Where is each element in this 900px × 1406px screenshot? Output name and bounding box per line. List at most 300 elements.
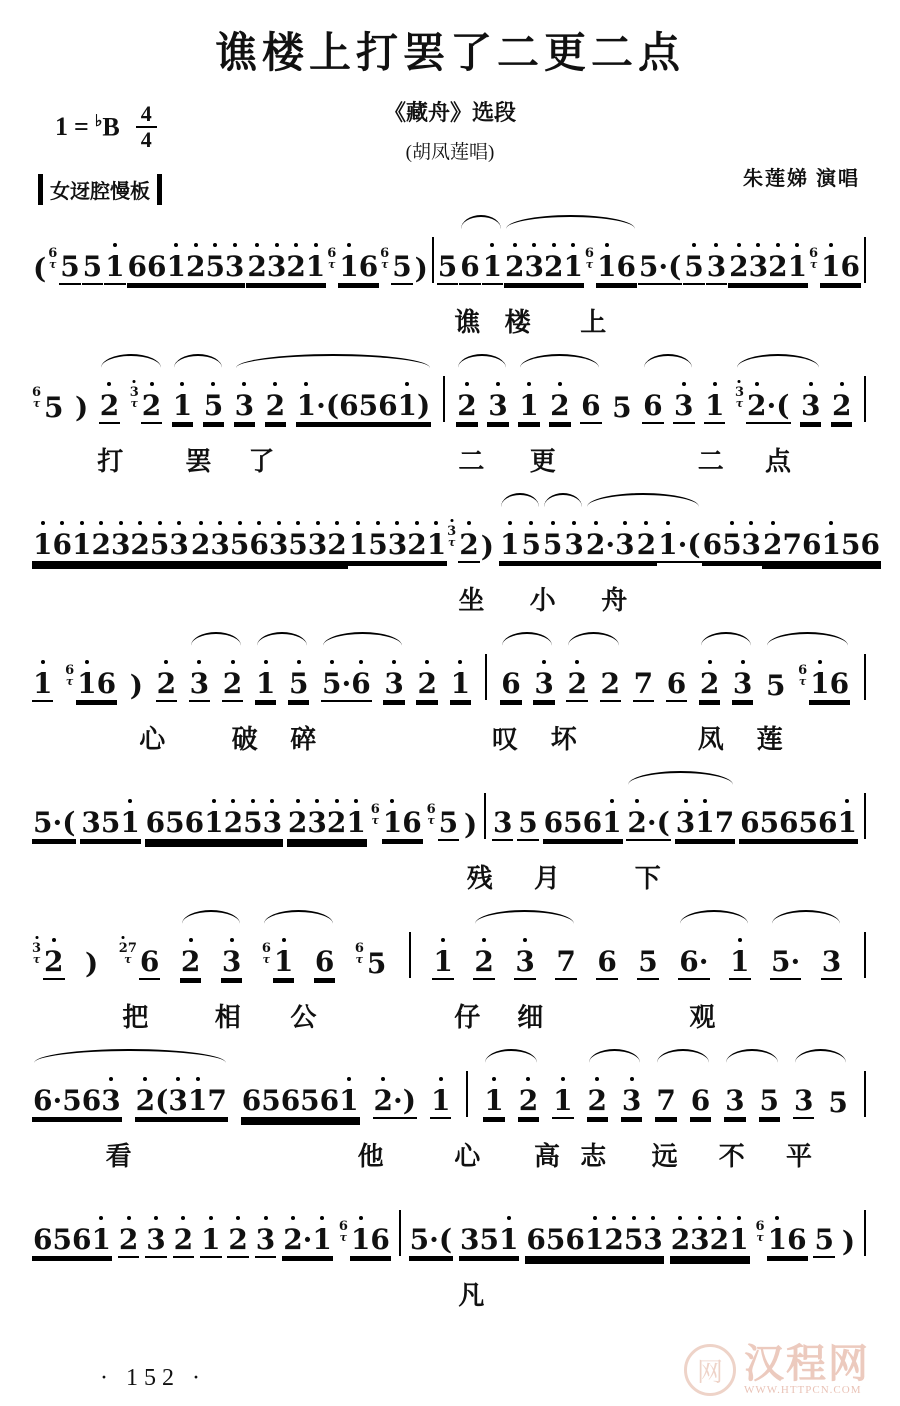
note-token: [80, 806, 140, 841]
note-token: [189, 667, 210, 702]
note-digit: ): [480, 530, 494, 563]
note-digit: 3: [621, 1084, 642, 1117]
note-digit: 2: [99, 389, 120, 422]
lyric-char: 不: [718, 1142, 745, 1171]
note-digit: 2: [265, 389, 286, 422]
lyric-char: 看: [105, 1142, 132, 1171]
note-token: [437, 250, 458, 285]
note-digit: 3: [741, 528, 762, 561]
note-token: [416, 667, 437, 702]
note-digit: 5: [518, 806, 538, 839]
note-digit: 1: [91, 1223, 111, 1256]
note-token: [482, 250, 503, 285]
note-token: [831, 389, 852, 424]
note-digit: 1: [346, 806, 366, 839]
note-digit: 5: [392, 250, 412, 283]
note-token: [517, 806, 538, 841]
note-digit: ·: [677, 528, 688, 561]
slur-arc: [795, 1049, 846, 1063]
note-digit: 6: [280, 1084, 301, 1117]
note-token: [762, 528, 881, 563]
note-digit: 6: [261, 941, 271, 956]
note-digit: 1: [426, 528, 447, 561]
note-digit: 7: [782, 528, 802, 561]
note-token: [739, 806, 858, 841]
lyric-char: 碎: [290, 725, 317, 754]
note-digit: 3: [515, 945, 535, 978]
note-digit: 2: [544, 250, 564, 283]
note-digit: 2: [373, 1084, 394, 1117]
note-token: [678, 945, 709, 980]
note-digit: 3: [189, 667, 210, 700]
grace-note: [327, 247, 336, 270]
note-digit: 1: [120, 806, 140, 839]
note-token: [673, 389, 694, 424]
lyric-char: 高: [534, 1142, 561, 1171]
note-digit: 2: [550, 389, 570, 422]
note-token: [809, 246, 861, 285]
note-digit: 3: [255, 1223, 276, 1256]
note-digit: 5: [521, 528, 541, 561]
grace-note: [809, 247, 818, 270]
note-token: [755, 1219, 808, 1258]
note-digit: 1: [187, 1084, 208, 1117]
note-digit: 6: [460, 250, 480, 283]
note-digit: 6: [71, 1223, 92, 1256]
watermark-site-url: WWW.HTTPCN.COM: [744, 1384, 862, 1396]
ornament-icon: τ: [124, 953, 132, 966]
note-token: [821, 945, 842, 980]
note-token: [314, 945, 335, 980]
note-digit: 1: [348, 528, 369, 561]
note-digit: 3: [534, 667, 554, 700]
note-token: [127, 250, 246, 285]
lyric-char: 他: [357, 1142, 384, 1171]
note-token: [459, 250, 480, 285]
lyric-char: 小: [529, 586, 556, 615]
lyric-char: 志: [580, 1142, 607, 1171]
note-digit: (: [776, 389, 790, 422]
flat-sign: ♭: [94, 112, 103, 130]
note-digit: 1: [705, 389, 725, 422]
barline: [864, 1210, 866, 1256]
note-digit: 6: [584, 246, 594, 261]
note-digit: 2: [600, 667, 621, 700]
barline: [443, 376, 445, 422]
note-digit: ·: [341, 667, 352, 700]
grace-note: [32, 942, 41, 965]
note-token: [800, 389, 821, 424]
note-digit: (: [656, 806, 670, 839]
note-token: [222, 667, 243, 702]
note-digit: 5: [82, 250, 103, 283]
note-token: [729, 945, 750, 980]
lyric-char: 楼: [504, 308, 531, 337]
note-digit: ): [75, 391, 89, 424]
lyric-char: 破: [231, 725, 258, 754]
note-digit: 2: [222, 667, 243, 700]
note-digit: 3: [615, 528, 635, 561]
note-digit: 1: [77, 667, 97, 700]
note-token: [173, 1223, 194, 1258]
note-digit: 6: [145, 806, 166, 839]
slur-arc: [323, 632, 402, 646]
lyric-char: 观: [689, 1003, 716, 1032]
note-digit: ·: [52, 806, 63, 839]
note-digit: 5: [437, 250, 458, 283]
note-digit: 6: [543, 806, 564, 839]
note-digit: 3: [492, 806, 513, 839]
note-digit: ·: [393, 1084, 403, 1117]
note-token: [459, 1223, 519, 1258]
note-digit: 5: [229, 528, 250, 561]
note-digit: 6: [829, 667, 850, 700]
note-token: [499, 528, 520, 563]
note-digit: 1: [729, 1223, 749, 1256]
note-digit: ·: [302, 1223, 313, 1256]
grace-note: [119, 942, 137, 965]
note-digit: 5: [44, 391, 64, 424]
note-token: [74, 391, 89, 424]
note-token: [430, 1084, 451, 1119]
note-token: [611, 391, 632, 424]
note-digit: 3: [168, 1084, 188, 1117]
note-digit: 1: [339, 250, 359, 283]
note-token: [99, 389, 120, 424]
note-digit: 5: [479, 1223, 499, 1256]
note-token: [683, 250, 704, 285]
note-token: [32, 528, 190, 563]
note-digit: 2: [518, 1084, 539, 1117]
note-digit: 6: [338, 1219, 348, 1234]
slur-arc: [726, 1049, 778, 1063]
note-token: [585, 528, 636, 563]
grace-note: [32, 386, 41, 409]
note-token: [32, 1084, 122, 1119]
note-token: [734, 385, 791, 424]
note-digit: 2: [118, 1223, 139, 1256]
note-digit: (: [155, 1084, 169, 1117]
note-digit: 7: [127, 941, 137, 956]
ornament-icon: τ: [328, 258, 336, 271]
note-digit: 7: [714, 806, 735, 839]
note-digit: 3: [706, 250, 727, 283]
note-digit: 1: [33, 528, 53, 561]
note-digit: 3: [690, 1223, 710, 1256]
note-token: [255, 667, 276, 702]
note-digit: 3: [221, 945, 242, 978]
ornament-icon: τ: [65, 675, 74, 688]
note-digit: 6: [526, 1223, 546, 1256]
note-token: [642, 389, 663, 424]
staff-line: [30, 766, 870, 856]
note-digit: 1: [658, 528, 678, 561]
grace-note: [48, 247, 57, 270]
note-token: [118, 1223, 139, 1258]
ornament-icon: τ: [49, 258, 57, 271]
note-token: [338, 1219, 391, 1258]
note-token: [261, 941, 295, 980]
note-digit: 6: [33, 1223, 53, 1256]
note-token: [549, 389, 570, 424]
note-digit: 5: [638, 945, 658, 978]
lyric-char: 月: [534, 864, 561, 893]
slur-arc: [680, 910, 748, 924]
note-digit: 6: [249, 528, 269, 561]
note-digit: 1: [339, 1084, 359, 1117]
ornament-icon: τ: [447, 536, 456, 549]
note-digit: 1: [584, 1223, 605, 1256]
note-digit: 5: [766, 669, 786, 702]
note-digit: 2: [223, 806, 244, 839]
note-token: [520, 528, 541, 563]
note-token: [813, 1223, 834, 1258]
slur-arc: [458, 354, 506, 368]
score-header: [30, 10, 870, 210]
note-token: [555, 945, 576, 980]
note-digit: 1: [810, 667, 830, 700]
note-token: [82, 250, 103, 285]
note-digit: 1: [553, 1084, 573, 1117]
ornament-icon: τ: [798, 675, 807, 688]
notation-system: [30, 488, 880, 622]
note-digit: 5: [368, 528, 388, 561]
ornament-icon: τ: [809, 258, 818, 271]
note-digit: 5: [814, 1223, 834, 1256]
note-digit: 1: [499, 1223, 519, 1256]
slur-arc: [475, 910, 574, 924]
note-digit: 5: [563, 806, 583, 839]
note-digit: 3: [564, 528, 584, 561]
note-digit: 2: [91, 528, 111, 561]
time-signature: [136, 102, 157, 151]
note-digit: 1: [33, 667, 53, 700]
note-digit: 2: [228, 1223, 248, 1256]
note-token: [282, 1223, 333, 1258]
staff-line: [30, 349, 870, 439]
note-digit: 3: [266, 250, 287, 283]
watermark-logo-icon: 网: [684, 1344, 736, 1396]
note-digit: 5: [828, 1086, 848, 1119]
barline: [432, 237, 434, 283]
note-digit: 1: [499, 528, 520, 561]
note-digit: ): [85, 947, 99, 980]
barline: [864, 376, 866, 422]
note-digit: 6: [327, 246, 337, 261]
note-digit: 2: [567, 667, 587, 700]
slur-arc: [628, 771, 733, 785]
note-token: [246, 250, 326, 285]
note-digit: 3: [643, 1223, 663, 1256]
note-digit: 5: [366, 947, 387, 980]
note-digit: 1: [602, 806, 622, 839]
slur-arc: [101, 354, 161, 368]
note-digit: 6: [643, 389, 663, 422]
note-digit: 6: [146, 250, 167, 283]
note-digit: 5: [100, 806, 121, 839]
note-digit: 6: [139, 945, 160, 978]
slur-arc: [767, 632, 848, 646]
note-digit: 3: [524, 250, 544, 283]
note-digit: 1: [787, 250, 808, 283]
note-digit: 6: [370, 1223, 390, 1256]
notation-system: [30, 905, 870, 1039]
note-digit: 1: [450, 667, 471, 700]
note-digit: 6: [755, 1219, 765, 1234]
note-digit: 5: [722, 528, 742, 561]
slur-arc: [544, 493, 582, 507]
lyric-char: 二: [697, 447, 724, 476]
watermark-site-name: 汉程网: [744, 1341, 870, 1386]
note-token: [32, 806, 76, 841]
note-digit: 2: [283, 1223, 303, 1256]
note-token: [135, 1084, 228, 1119]
note-digit: 1: [204, 806, 224, 839]
note-digit: 6: [597, 945, 617, 978]
note-digit: 6: [565, 1223, 585, 1256]
note-token: [234, 389, 255, 424]
note-digit: 1: [596, 250, 617, 283]
note-digit: 3: [234, 389, 255, 422]
note-digit: ·: [658, 250, 669, 283]
ornament-icon: τ: [262, 953, 271, 966]
note-digit: 5: [638, 250, 659, 283]
note-digit: 6: [65, 663, 75, 678]
note-digit: 3: [224, 250, 245, 283]
barline: [409, 932, 411, 978]
lyric-char: 点: [765, 447, 792, 476]
note-digit: 2: [585, 528, 606, 561]
note-token: [702, 528, 762, 563]
ornament-icon: τ: [371, 814, 379, 827]
note-token: [380, 246, 413, 285]
note-digit: 6: [581, 389, 601, 422]
note-token: [626, 806, 670, 841]
note-digit: ·: [429, 1223, 439, 1256]
note-digit: 7: [656, 1084, 676, 1117]
note-digit: ·: [605, 528, 616, 561]
note-digit: (: [62, 806, 76, 839]
note-token: [221, 945, 242, 980]
note-digit: 1: [730, 945, 750, 978]
note-token: [670, 1223, 750, 1258]
note-token: [724, 1084, 745, 1119]
grace-note: [585, 247, 594, 270]
note-digit: 2: [417, 667, 437, 700]
lyric-char: 谯: [454, 308, 481, 337]
note-digit: 5: [261, 1084, 281, 1117]
note-digit: (: [33, 252, 47, 285]
note-digit: 3: [748, 250, 769, 283]
note-token: [500, 667, 521, 702]
note-digit: 6: [690, 1084, 711, 1117]
note-digit: 2: [457, 389, 477, 422]
slur-arc: [502, 632, 552, 646]
note-token: [255, 1223, 276, 1258]
note-digit: 5: [409, 1223, 430, 1256]
lyrics-line: [30, 300, 870, 344]
note-digit: 5: [288, 528, 308, 561]
slur-arc: [701, 632, 751, 646]
note-digit: 3: [81, 806, 101, 839]
note-digit: ·: [766, 389, 777, 422]
note-digit: 3: [32, 941, 42, 956]
note-digit: (: [325, 389, 340, 422]
meter-denominator: 4: [140, 127, 152, 153]
note-digit: 6: [33, 1084, 53, 1117]
note-digit: 6: [787, 1223, 807, 1256]
note-token: [563, 528, 584, 563]
barline: [864, 1071, 866, 1117]
meter-numerator: 4: [136, 102, 157, 128]
note-digit: 6: [818, 806, 838, 839]
grace-note: [371, 803, 380, 826]
note-token: [732, 667, 753, 702]
lyric-char: 上: [580, 308, 607, 337]
note-digit: ): [414, 252, 428, 285]
grace-note: [756, 1220, 765, 1243]
note-digit: 6: [351, 667, 371, 700]
note-token: [770, 945, 801, 980]
note-token: [409, 1223, 453, 1258]
lyric-char: 把: [122, 1003, 149, 1032]
ornament-icon: τ: [427, 814, 435, 827]
note-digit: 1: [350, 1223, 371, 1256]
note-digit: (: [438, 1223, 453, 1256]
key-note: ♭B: [94, 112, 120, 142]
note-token: [327, 246, 379, 285]
slur-arc: [657, 1049, 709, 1063]
note-digit: 5: [438, 806, 459, 839]
note-digit: 2: [190, 528, 211, 561]
note-digit: 1: [305, 250, 326, 283]
lyric-char: 莲: [756, 725, 783, 754]
note-digit: 6: [314, 945, 335, 978]
note-digit: 1: [433, 945, 453, 978]
note-digit: 1: [482, 250, 503, 283]
note-digit: 6: [809, 246, 819, 261]
note-digit: 5: [684, 250, 704, 283]
ornament-icon: τ: [756, 1231, 764, 1244]
note-digit: 5: [798, 806, 819, 839]
note-token: [483, 1084, 504, 1119]
notation-system: [30, 1183, 870, 1317]
note-token: [728, 250, 808, 285]
note-token: [145, 806, 283, 841]
grace-note: [262, 942, 271, 965]
note-token: [32, 941, 65, 980]
note-digit: 6: [48, 246, 58, 261]
grace-note: [380, 247, 389, 270]
ornament-icon: τ: [355, 953, 364, 966]
ornament-icon: τ: [380, 258, 389, 271]
performer-credit: 朱莲娣 演唱: [743, 168, 860, 190]
note-digit: (: [687, 528, 701, 561]
note-digit: 1: [255, 667, 276, 700]
note-token: [104, 250, 125, 285]
note-digit: 5: [759, 806, 780, 839]
staff-line: [30, 488, 880, 578]
barline: [864, 932, 866, 978]
barline: [864, 793, 866, 839]
note-digit: 3: [169, 528, 189, 561]
grace-note: [798, 664, 807, 687]
note-digit: ·: [316, 389, 326, 422]
note-digit: 7: [207, 1084, 227, 1117]
note-digit: 2: [699, 667, 720, 700]
note-digit: 2: [474, 945, 494, 978]
note-token: [288, 667, 309, 702]
